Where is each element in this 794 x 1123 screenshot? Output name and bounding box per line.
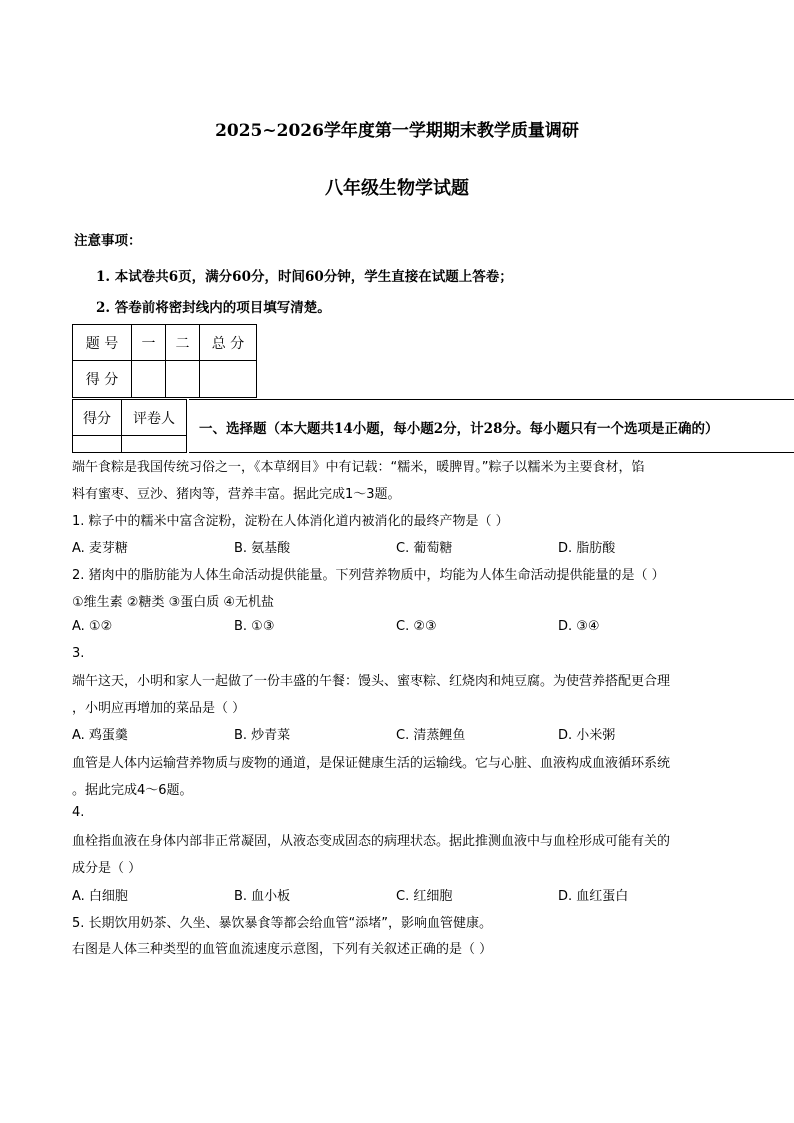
q1-option-d[interactable]: D. 脂肪酸	[558, 541, 616, 556]
score-table-header-number: 题 号	[73, 325, 132, 361]
score-cell-part1[interactable]	[132, 361, 166, 398]
passage1-line2: 料有蜜枣、豆沙、猪肉等，营养丰富。据此完成1～3题。	[72, 487, 401, 502]
q3-option-b[interactable]: B. 炒青菜	[234, 728, 291, 743]
q1-option-b[interactable]: B. 氨基酸	[234, 541, 291, 556]
q2-option-b[interactable]: B. ①③	[234, 619, 275, 634]
q4-option-a[interactable]: A. 白细胞	[72, 889, 128, 904]
score-table-header-part2: 二	[166, 325, 200, 361]
exam-title: 2025~2026学年度第一学期期末教学质量调研	[215, 121, 579, 141]
q2-stem-line2: ①维生素 ②糖类 ③蛋白质 ④无机盐	[72, 595, 275, 610]
q4-option-c[interactable]: C. 红细胞	[396, 889, 453, 904]
exam-subtitle: 八年级生物学试题	[325, 178, 469, 199]
q3-option-c[interactable]: C. 清蒸鲤鱼	[396, 728, 466, 743]
score-table-header-total: 总 分	[200, 325, 257, 361]
q3-option-d[interactable]: D. 小米粥	[558, 728, 616, 743]
q4-number: 4.	[72, 805, 85, 820]
notice-item-2: 2. 答卷前将密封线内的项目填写清楚。	[96, 300, 331, 316]
passage2-line1: 血管是人体内运输营养物质与废物的通道，是保证健康生活的运输线。它与心脏、血液构成血液循环系统	[72, 756, 671, 771]
q1-option-a[interactable]: A. 麦芽糖	[72, 541, 128, 556]
passage1-line1: 端午食粽是我国传统习俗之一，《本草纲目》中有记载：“糯米，暖脾胃。”粽子以糯米为主要食材，馅	[72, 460, 645, 475]
score-table-row-label: 得 分	[73, 361, 132, 398]
q4-stem: 血栓指血液在身体内部非正常凝固，从液态变成固态的病理状态。据此推测血液中与血栓形成可能有关的	[72, 834, 671, 849]
q3-stem: 端午这天，小明和家人一起做了一份丰盛的午餐：馒头、蜜枣粽、红烧肉和炖豆腐。为使营养搭配更合理	[72, 674, 671, 689]
q2-option-a[interactable]: A. ①②	[72, 619, 113, 634]
notice-heading: 注意事项：	[74, 233, 142, 249]
q4-stem-line2: 成分是（ ）	[72, 861, 142, 876]
q1-stem: 1. 粽子中的糯米中富含淀粉，淀粉在人体消化道内被消化的最终产物是（ ）	[72, 514, 509, 529]
score-table-header-part1: 一	[132, 325, 166, 361]
q2-option-d[interactable]: D. ③④	[558, 619, 600, 634]
score-cell-total[interactable]	[200, 361, 257, 398]
notice-item-1: 1. 本试卷共6页，满分60分，时间60分钟，学生直接在试题上答卷；	[96, 269, 513, 285]
grader-name-cell[interactable]	[122, 436, 187, 453]
q3-number: 3.	[72, 646, 85, 661]
score-table	[72, 324, 257, 398]
q4-option-d[interactable]: D. 血红蛋白	[558, 889, 629, 904]
grader-score-cell[interactable]	[73, 436, 122, 453]
q2-stem: 2. 猪肉中的脂肪能为人体生命活动提供能量。下列营养物质中，均能为人体生命活动提供能量的是（ ）	[72, 568, 665, 583]
grader-table	[72, 399, 187, 453]
q3-option-a[interactable]: A. 鸡蛋羹	[72, 728, 128, 743]
grader-score-label: 得分	[73, 400, 122, 436]
grader-name-label: 评卷人	[122, 400, 187, 436]
q5-stem: 5. 长期饮用奶茶、久坐、暴饮暴食等都会给血管“添堵”，影响血管健康。	[72, 916, 493, 931]
score-cell-part2[interactable]	[166, 361, 200, 398]
q4-option-b[interactable]: B. 血小板	[234, 889, 291, 904]
q2-option-c[interactable]: C. ②③	[396, 619, 437, 634]
q3-stem-line2: ，小明应再增加的菜品是（ ）	[72, 701, 246, 716]
q5-stem-line2: 右图是人体三种类型的血管血流速度示意图，下列有关叙述正确的是（ ）	[72, 942, 493, 957]
q1-option-c[interactable]: C. 葡萄糖	[396, 541, 453, 556]
section1-heading: 一、选择题（本大题共14小题，每小题2分，计28分。每小题只有一个选项是正确的）	[199, 421, 719, 437]
passage2-line2: 。据此完成4～6题。	[72, 783, 193, 798]
